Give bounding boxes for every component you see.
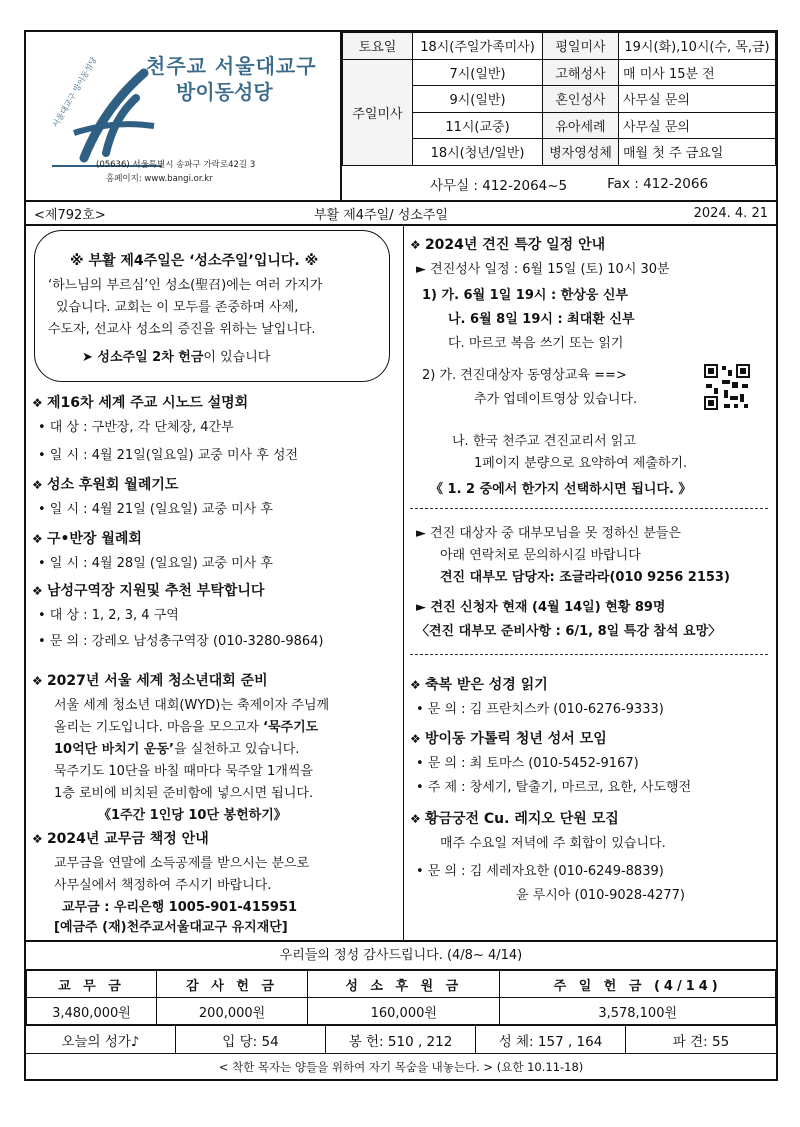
section-line: 《 1. 2 중에서 한가지 선택하시면 됩니다. 》 — [430, 482, 692, 497]
diamond-bullet-icon: ❖ — [32, 478, 47, 492]
section-line: • 문 의 : 최 토마스 (010-5452-9167) — [416, 756, 639, 771]
office-phone: 사무실 : 412-2064~5 — [430, 177, 568, 194]
diamond-bullet-icon: ❖ — [410, 678, 425, 692]
section-line: 아래 연락처로 문의하시길 바랍니다 — [440, 548, 641, 563]
section-title: 방이동 가톨릭 청년 성서 모임 — [424, 731, 607, 747]
sunday-time: 7시(일반) — [413, 59, 543, 86]
section-line: 1층 로비에 비치된 준비함에 넣으시면 됩니다. — [54, 786, 314, 801]
section-line: ► 견진 신청자 현재 (4월 14일) 현황 89명 — [416, 600, 666, 615]
finance-value: 160,000원 — [308, 998, 500, 1025]
hymn-label: 오늘의 성가♪ — [26, 1026, 176, 1053]
service-value: 사무실 문의 — [619, 86, 776, 113]
finance-value: 3,480,000원 — [27, 998, 157, 1025]
finance-header: 성 소 후 원 금 — [308, 971, 500, 998]
section-line: 나. 한국 천주교 견진교리서 읽고 — [452, 434, 636, 449]
service-label: 고해성사 — [543, 59, 619, 86]
section-line: 서울 세계 청소년 대회(WYD)는 축제이자 주님께 — [54, 698, 330, 713]
finance-table — [26, 970, 776, 1025]
hymn-entrance: 입 당: 54 — [176, 1026, 326, 1053]
section-line-bold: ‘묵주기도 — [263, 720, 319, 735]
section-heading — [32, 670, 268, 690]
section-line: • 문 의 : 김 세레자요한 (010-6249-8839) — [416, 864, 664, 879]
service-value: 매월 첫 주 금요일 — [619, 139, 776, 166]
diamond-bullet-icon: ❖ — [32, 584, 47, 598]
diamond-bullet-icon: ❖ — [410, 812, 425, 826]
logo-circle-text: 서울대교구 방이동성당 — [50, 55, 99, 130]
section-title: 황금궁전 Cu. 레지오 단원 모집 — [424, 811, 619, 827]
section-line: • 일 시 : 4월 21일 (일요일) 교중 미사 후 — [38, 502, 273, 517]
section-heading — [32, 580, 264, 600]
diamond-bullet-icon: ❖ — [32, 832, 47, 846]
section-title: 축복 받은 성경 읽기 — [424, 677, 548, 693]
church-address: (05636) 서울특별시 송파구 가락로42길 3 — [96, 160, 256, 170]
section-line: • 문 의 : 강레오 남성총구역장 (010-3280-9864) — [38, 634, 324, 649]
section-line: • 일 시 : 4월 21일(일요일) 교중 미사 후 성전 — [38, 448, 299, 463]
section-line: • 문 의 : 김 프란치스카 (010-6276-9333) — [416, 702, 664, 717]
dashed-divider — [410, 508, 768, 509]
finance-value: 200,000원 — [156, 998, 307, 1025]
box-line: 수도자, 선교사 성소의 증진을 위하는 날입니다. — [48, 322, 316, 337]
section-line: 《1주간 1인당 10단 봉헌하기》 — [98, 808, 287, 823]
mass-schedule-table — [342, 32, 776, 166]
section-line: 1페이지 분량으로 요약하여 제출하기. — [474, 456, 688, 471]
bulletin-header — [24, 30, 778, 200]
section-title: 구•반장 월례회 — [46, 531, 142, 547]
section-heading — [32, 528, 142, 548]
church-logo-block — [26, 32, 342, 200]
section-line — [54, 738, 299, 757]
section-heading — [32, 474, 178, 494]
finance-value: 3,578,100원 — [500, 998, 776, 1025]
section-line: 사무실에서 책정하여 주시기 바랍니다. — [54, 878, 272, 893]
section-line: [예금주 (재)천주교서울대교구 유지재단] — [54, 920, 288, 935]
section-line: 2) 가. 견진대상자 동영상교육 ==> — [422, 368, 627, 383]
box-note-rest: 이 있습니다 — [203, 350, 271, 365]
section-title: 2027년 서울 세계 청소년대회 준비 — [46, 673, 268, 689]
section-line: 다. 마르코 복음 쓰기 또는 읽기 — [448, 336, 624, 351]
column-divider — [403, 226, 404, 940]
thanks-title: 우리들의 정성 감사드립니다. (4/8~ 4/14) — [26, 942, 776, 970]
section-line: 〈견진 대부모 준비사항 : 6/1, 8일 특강 참석 요망〉 — [416, 624, 722, 639]
church-title: 천주교 서울대교구 — [146, 54, 317, 78]
section-title: 성소 후원회 월례기도 — [46, 477, 179, 493]
saturday-label: 토요일 — [343, 33, 413, 60]
box-note-bold: ➤ 성소주일 2차 헌금 — [82, 350, 204, 365]
section-line: • 대 상 : 1, 2, 3, 4 구역 — [38, 608, 179, 623]
church-name: 방이동성당 — [176, 80, 273, 104]
section-line: 나. 6월 8일 19시 : 최대환 신부 — [448, 312, 635, 327]
box-note — [82, 346, 270, 365]
dashed-divider — [410, 654, 768, 655]
saturday-time: 18시(주일가족미사) — [413, 33, 543, 60]
section-heading — [32, 828, 209, 848]
section-heading — [410, 674, 548, 694]
church-website: 홈페이지: www.bangi.or.kr — [106, 174, 213, 184]
diamond-bullet-icon: ❖ — [32, 396, 47, 410]
sunday-time: 18시(청년/일반) — [413, 139, 543, 166]
section-heading — [410, 728, 607, 748]
section-title: 2024년 교무금 책정 안내 — [46, 831, 209, 847]
finance-header: 감 사 헌 금 — [156, 971, 307, 998]
section-line: • 대 상 : 구반장, 각 단체장, 4간부 — [38, 420, 234, 435]
finance-section — [24, 942, 778, 1081]
bulletin-page — [24, 30, 778, 1081]
box-title: ※ 부활 제4주일은 ‘성소주일’입니다. ※ — [70, 253, 319, 269]
section-line: 1) 가. 6월 1일 19시 : 한상웅 신부 — [422, 288, 629, 303]
service-value: 사무실 문의 — [619, 112, 776, 139]
diamond-bullet-icon: ❖ — [410, 238, 425, 252]
diamond-bullet-icon: ❖ — [410, 732, 425, 746]
section-line: • 주 제 : 창세기, 탈출기, 마르코, 요한, 사도행전 — [416, 780, 692, 795]
section-line-part: 을 실천하고 있습니다. — [174, 742, 300, 757]
box-line: ‘하느님의 부르심’인 성소(聖召)에는 여러 가지가 — [48, 278, 323, 293]
sunday-time: 11시(교중) — [413, 112, 543, 139]
section-line: 윤 루시아 (010-9028-4277) — [516, 888, 686, 903]
gospel-verse: < 착한 목자는 양들을 위하여 자기 목숨을 내놓는다. > (요한 10.11-18) — [26, 1053, 776, 1079]
section-line: 견진 대부모 담당자: 조글라라(010 9256 2153) — [440, 570, 730, 585]
sunday-time: 9시(일반) — [413, 86, 543, 113]
section-line-part: 올리는 기도입니다. 마음을 모으고자 — [54, 720, 264, 735]
finance-header: 주 일 헌 금 (4/14) — [500, 971, 776, 998]
section-line: 교무금 : 우리은행 1005-901-415951 — [62, 900, 298, 915]
weekday-time: 19시(화),10시(수, 목,금) — [619, 33, 776, 60]
weekday-label: 평일미사 — [543, 33, 619, 60]
section-line: ► 견진성사 일정 : 6월 15일 (토) 10시 30분 — [416, 262, 670, 277]
office-fax: Fax : 412-2066 — [607, 175, 709, 192]
bulletin-body — [24, 226, 778, 942]
hymn-offertory: 봉 헌: 510 , 212 — [326, 1026, 476, 1053]
office-contact — [342, 167, 776, 200]
hymn-stats — [26, 1025, 776, 1053]
hymn-communion: 성 체: 157 , 164 — [476, 1026, 626, 1053]
issue-title: 부활 제4주일/ 성소주일 — [314, 207, 448, 223]
section-line: 추가 업데이트영상 있습니다. — [474, 392, 638, 407]
service-label: 유아세례 — [543, 112, 619, 139]
diamond-bullet-icon: ❖ — [32, 674, 47, 688]
section-title: 제16차 세계 주교 시노드 설명회 — [46, 395, 249, 411]
section-line: ► 견진 대상자 중 대부모님을 못 정하신 분들은 — [416, 526, 681, 541]
section-line: • 일 시 : 4월 28일 (일요일) 교중 미사 후 — [38, 556, 273, 571]
section-line: 묵주기도 10단을 바칠 때마다 묵주알 1개씩을 — [54, 764, 313, 779]
issue-bar — [24, 200, 778, 226]
section-line: 교무금을 연말에 소득공제를 받으시는 분으로 — [54, 856, 310, 871]
section-heading — [410, 234, 605, 254]
diamond-bullet-icon: ❖ — [32, 532, 47, 546]
section-line: 매주 수요일 저녁에 주 회합이 있습니다. — [440, 836, 666, 851]
service-label: 혼인성사 — [543, 86, 619, 113]
issue-number: <제792호> — [34, 207, 106, 223]
finance-header: 교 무 금 — [27, 971, 157, 998]
issue-date: 2024. 4. 21 — [693, 205, 768, 221]
section-line-bold: 10억단 바치기 운동’ — [54, 742, 174, 757]
service-label: 병자영성체 — [543, 139, 619, 166]
section-line — [54, 716, 318, 735]
sunday-label: 주일미사 — [343, 59, 413, 165]
section-title: 2024년 견진 특강 일정 안내 — [424, 237, 606, 253]
section-heading — [410, 808, 619, 828]
hymn-recessional: 파 견: 55 — [672, 1033, 730, 1050]
box-line: 있습니다. 교회는 이 모두를 존중하며 사제, — [56, 300, 299, 315]
qr-code-icon[interactable] — [702, 362, 752, 412]
service-value: 매 미사 15분 전 — [619, 59, 776, 86]
section-title: 남성구역장 지원및 추천 부탁합니다 — [46, 583, 265, 599]
section-heading — [32, 392, 248, 412]
